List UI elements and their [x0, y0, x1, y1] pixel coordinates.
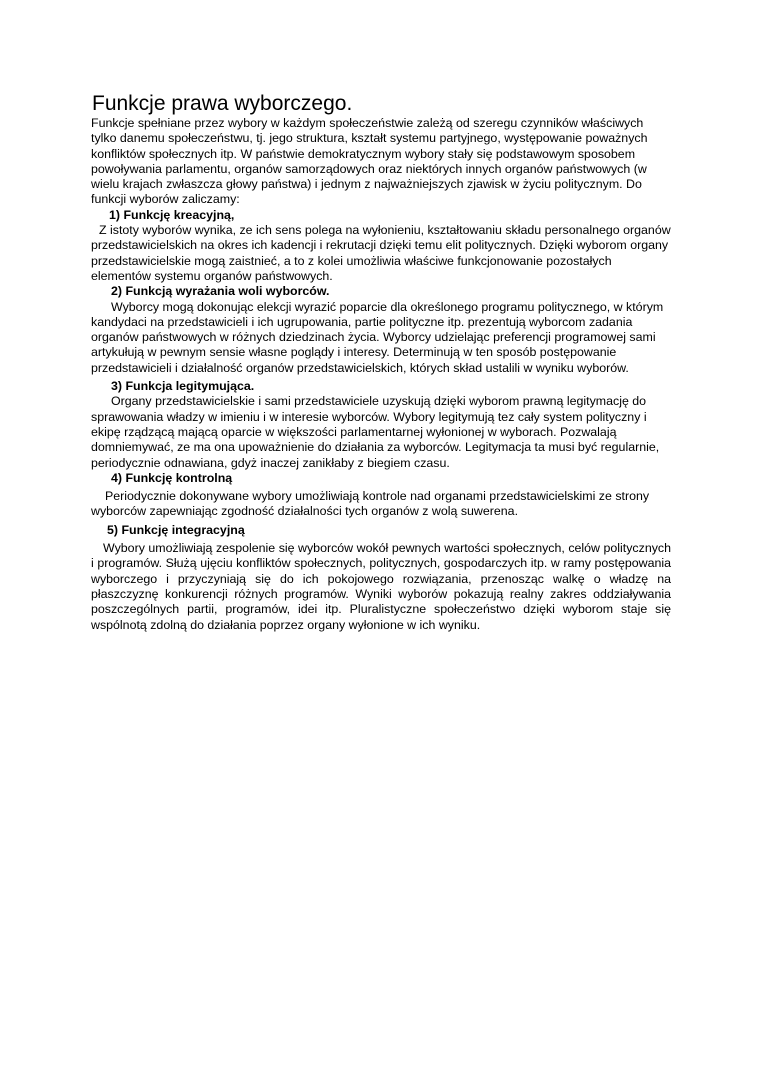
section-heading-legitymujaca: 3) Funkcja legitymująca.: [111, 379, 255, 394]
section-heading-wyrazania-woli: 2) Funkcją wyrażania woli wyborców.: [111, 284, 330, 299]
document-title: Funkcje prawa wyborczego.: [92, 92, 353, 115]
section-body-kontrolna: Periodycznie dokonywane wybory umożliwiają kontrole nad organami przedstawicielskimi ze strony wyborców zapewniając zgodność działalności tych organów z wolą suwerena.: [91, 489, 650, 519]
section-body-kreacyjna: Z istoty wyborów wynika, ze ich sens polega na wyłonieniu, kształtowaniu składu personalnego organów przedstawicielskich na okres ich kadencji i rekrutacji dzięki temu elit politycznych. Dzięki wyborom organy przedstawicielskie mogą zaistnieć, a to z kolei umożliwia właściwe funkcjonowanie pozostałych elementów systemu organów państwowych.: [91, 223, 671, 283]
document-page: [91, 92, 671, 633]
intro-paragraph: Funkcje spełniane przez wybory w każdym społeczeństwie zależą od szeregu czynników właściwych tylko danemu społeczeństwu, tj. jego struktura, kształt systemu partyjnego, występowanie poważnych konfliktów społecznych itp. W państwie demokratycznym wybory stały się podstawowym sposobem powoływania parlamentu, organów samorządowych oraz niektórych innych organów państwowych (w wielu krajach zwłaszcza głowy państwa) i jednym z najważniejszych zjawisk w życiu politycznym. Do funkcji wyborów zaliczamy:: [91, 116, 648, 207]
section-body-legitymujaca: Organy przedstawicielskie i sami przedstawiciele uzyskują dzięki wyborom prawną legitymację do sprawowania władzy w imieniu i w interesie wyborców. Wybory legitymują tez cały system polityczny i ekipę rządzącą mającą oparcie w większości parlamentarnej wyłonionej w wyborach. Pozwalają domniemywać, ze ma ona upoważnienie do działania za wyborców. Legitymacja ta musi być regularnie, periodycznie odnawiana, gdyż inaczej zanikłaby z biegiem czasu.: [91, 394, 660, 470]
section-heading-kontrolna: 4) Funkcję kontrolną: [111, 470, 233, 485]
section-heading-kreacyjna: 1) Funkcję kreacyjną,: [109, 207, 235, 222]
section-body-integracyjna: Wybory umożliwiają zespolenie się wyborców wokół pewnych wartości społecznych, celów politycznych i programów. Służą ujęciu konfliktów społecznych, politycznych, gospodarczych itp. w ramy postępowania wyborczego i przyczyniają się do ich pokojowego rozwiązania, przenosząc walkę o władzę na płaszczyznę konkurencji różnych programów. Wyniki wyborów pokazują realny zakres oddziaływania poszczególnych partii, programów, idei itp. Pluralistyczne społeczeństwo dzięki wyborom staje się wspólnotą zdolną do działania poprzez organy wyłonione w ich wyniku.: [91, 541, 671, 632]
section-heading-integracyjna: 5) Funkcję integracyjną: [107, 522, 245, 537]
section-body-wyrazania-woli: Wyborcy mogą dokonując elekcji wyrazić poparcie dla określonego programu politycznego, w którym kandydaci na przedstawicieli i ich ugrupowania, partie polityczne itp. prezentują wyborcom zadania organów państwowych w różnych dziedzinach życia. Wyborcy udzielając preferencji programowej sami artykułują w pewnym sensie własne poglądy i interesy. Determinują w ten sposób postępowanie przedstawicieli i działalność organów przedstawicielskich, których skład ustalili w wyniku wyborów.: [91, 299, 664, 375]
